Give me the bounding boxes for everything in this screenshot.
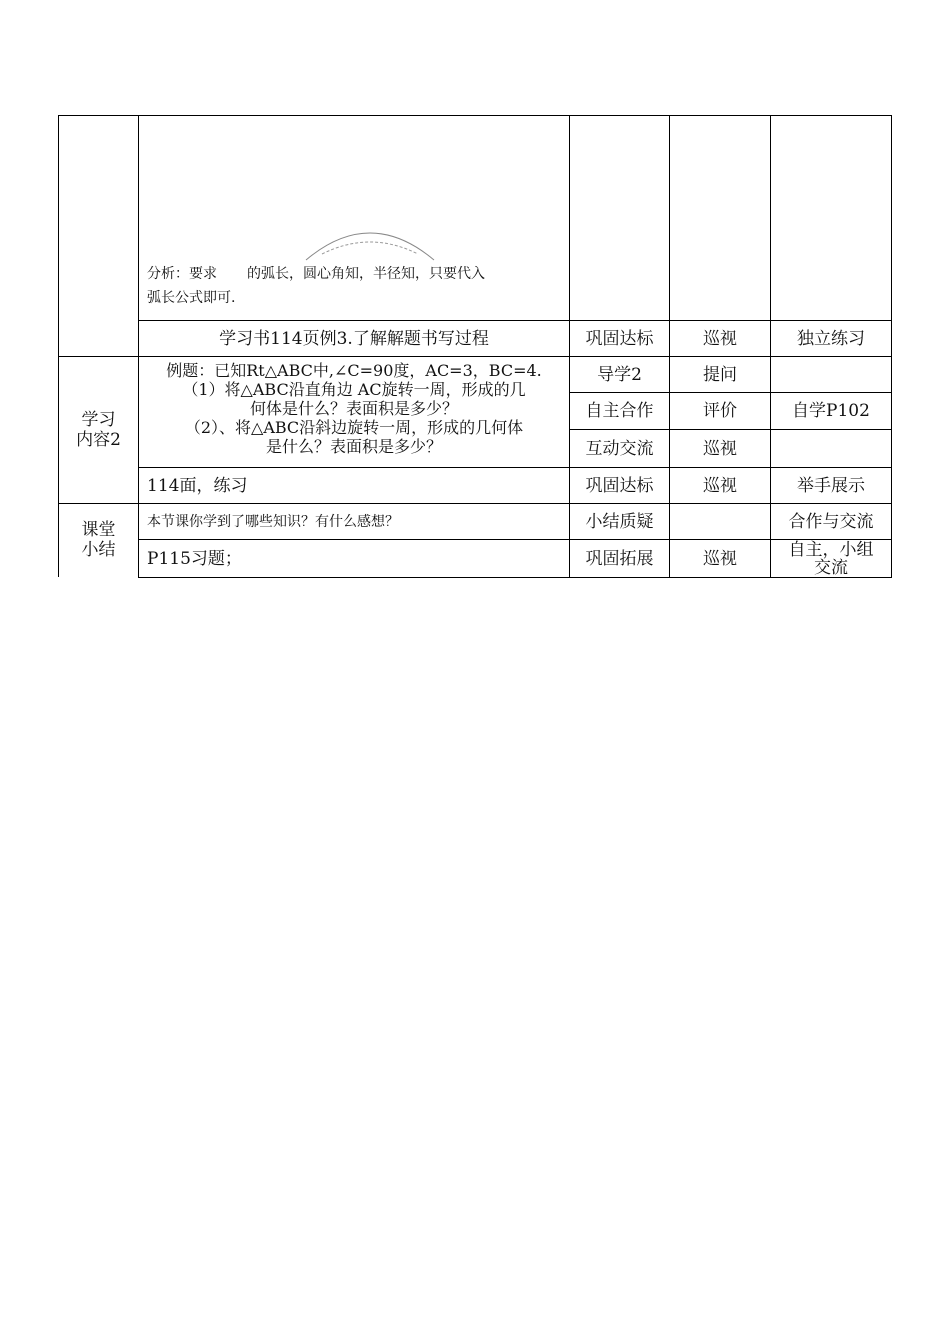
phase-cell: 巩固达标 xyxy=(585,328,654,349)
example-line-1: 例题：已知Rt△ABC中,∠C=90度，AC=3，BC=4. xyxy=(166,361,542,380)
section-label-summary xyxy=(59,510,138,570)
label-line-2: 小结 xyxy=(81,540,116,560)
student-activity-cell xyxy=(771,430,891,467)
phase-cell: 巩固拓展 xyxy=(585,548,654,569)
table-border-bottom xyxy=(138,577,892,578)
practice-task: 114面，练习 xyxy=(147,475,248,496)
example-line-4: （2）、将△ABC沿斜边旋转一周，形成的几何体 xyxy=(184,418,524,437)
example-line-3: 何体是什么？表面积是多少？ xyxy=(249,399,458,418)
phase-cell: 巩固达标 xyxy=(585,475,654,496)
analysis-line-1-a: 分析：要求 xyxy=(147,266,217,282)
example-line-5: 是什么？表面积是多少？ xyxy=(265,437,442,456)
table-border-left xyxy=(58,115,59,577)
teacher-activity-cell: 提问 xyxy=(703,364,737,385)
teacher-activity-cell: 评价 xyxy=(703,401,737,421)
phase-cell: 小结质疑 xyxy=(585,511,654,532)
summary-question: 本节课你学到了哪些知识？有什么感想？ xyxy=(147,513,399,530)
textbook-task: 学习书114页例3.了解解题书写过程 xyxy=(219,328,489,349)
phase-cell: 自主合作 xyxy=(585,401,654,421)
example-problem xyxy=(139,361,569,456)
student-activity-cell xyxy=(771,357,891,392)
analysis-text xyxy=(147,262,567,310)
teacher-activity-cell: 巡视 xyxy=(703,438,737,459)
label-line-2: 内容2 xyxy=(76,430,121,450)
student-activity-cell: 举手展示 xyxy=(797,475,865,496)
teacher-activity-cell: 巡视 xyxy=(703,548,737,569)
homework-task: P115习题； xyxy=(147,548,242,569)
teacher-activity-cell: 巡视 xyxy=(703,475,737,496)
example-line-2: （1）将△ABC沿直角边 AC旋转一周，形成的几 xyxy=(182,380,526,399)
student-activity-cell xyxy=(771,540,891,577)
student-activity-cell: 合作与交流 xyxy=(788,511,874,532)
student-activity-line-1: 自主，小组 xyxy=(788,539,874,560)
phase-cell: 导学2 xyxy=(597,364,642,385)
analysis-line-1-b: 的弧长，圆心角知，半径知，只要代入 xyxy=(247,266,485,282)
label-line-1: 学习 xyxy=(81,410,116,430)
phase-cell: 互动交流 xyxy=(585,438,654,459)
analysis-line-2: 弧长公式即可. xyxy=(147,290,236,306)
student-activity-line-2: 交流 xyxy=(814,557,848,578)
teacher-activity-cell: 巡视 xyxy=(703,328,737,349)
inner-arc xyxy=(322,242,418,254)
table-border-right xyxy=(891,115,892,578)
student-activity-cell: 独立练习 xyxy=(797,328,865,349)
outer-arc xyxy=(306,233,434,260)
teacher-activity-cell xyxy=(670,504,770,539)
section-label-content-2 xyxy=(59,357,138,503)
analysis-line-1 xyxy=(147,262,567,286)
label-line-1: 课堂 xyxy=(81,520,116,540)
table-border-top xyxy=(58,115,892,116)
student-activity-cell: 自学P102 xyxy=(792,401,870,421)
